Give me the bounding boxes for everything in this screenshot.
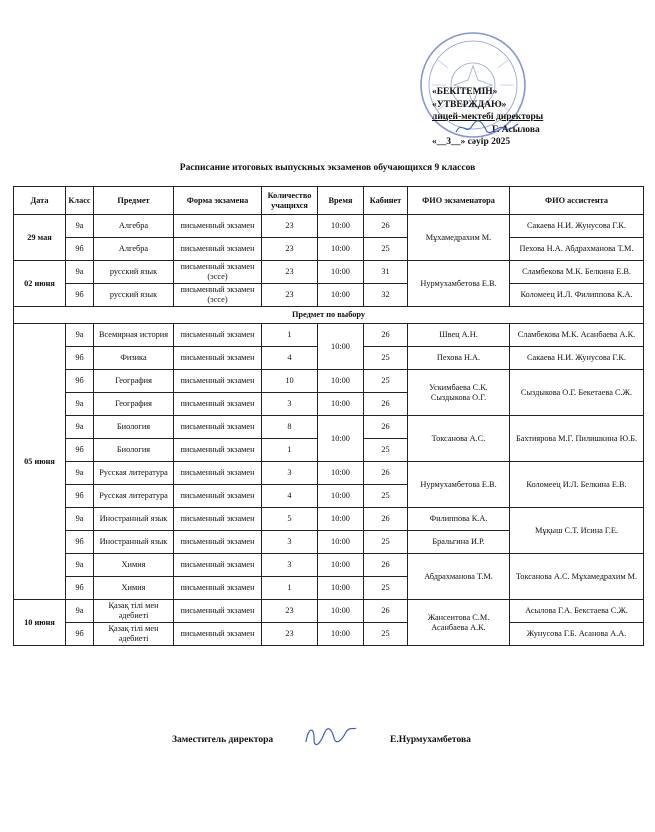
form-cell: письменный экзамен — [174, 393, 262, 416]
count-cell: 3 — [262, 462, 318, 485]
form-cell: письменный экзамен — [174, 485, 262, 508]
class-cell: 9а — [66, 416, 94, 439]
count-cell: 1 — [262, 324, 318, 347]
room-cell: 26 — [364, 600, 408, 623]
table-row — [14, 284, 644, 307]
count-cell: 23 — [262, 623, 318, 646]
examiner-cell: Ускимбаева С.К. Сыздыкова О.Г. — [408, 370, 510, 416]
examiner-cell: Нурмухамбетова Е.В. — [408, 462, 510, 508]
assistant-cell: Сакаева Н.И. Жунусова Г.К. — [510, 215, 644, 238]
approval-kz: «БЕКІТЕМІН» — [432, 87, 498, 97]
room-cell: 26 — [364, 215, 408, 238]
class-cell: 9б — [66, 284, 94, 307]
subject-cell: Всемирная история — [94, 324, 174, 347]
class-cell: 9б — [66, 238, 94, 261]
count-cell: 10 — [262, 370, 318, 393]
count-cell: 23 — [262, 215, 318, 238]
subject-cell: Русская литература — [94, 462, 174, 485]
form-cell: письменный экзамен — [174, 215, 262, 238]
room-cell: 25 — [364, 531, 408, 554]
room-cell: 25 — [364, 370, 408, 393]
room-cell: 26 — [364, 462, 408, 485]
deputy-signature — [300, 722, 360, 750]
subject-cell: Русская литература — [94, 485, 174, 508]
time-cell: 10:00 — [318, 485, 364, 508]
table-row — [14, 416, 644, 439]
subject-cell: Қазақ тілі мен әдебиеті — [94, 600, 174, 623]
footer-name: Е.Нурмухамбетова — [390, 735, 471, 745]
examiner-cell: Швец А.Н. — [408, 324, 510, 347]
examiner-cell: Мұхамедрахим М. — [408, 215, 510, 261]
time-cell: 10:00 — [318, 416, 364, 462]
subject-cell: Алгебра — [94, 238, 174, 261]
table-row — [14, 215, 644, 238]
form-cell: письменный экзамен — [174, 324, 262, 347]
examiner-cell: Абдрахманова Т.М. — [408, 554, 510, 600]
time-cell: 10:00 — [318, 462, 364, 485]
class-cell: 9а — [66, 261, 94, 284]
exam-schedule-table — [13, 186, 644, 646]
room-cell: 25 — [364, 485, 408, 508]
examiner-cell: Токсанова А.С. — [408, 416, 510, 462]
assistant-cell: Сламбекова М.К. Белкина Е.В. — [510, 261, 644, 284]
count-cell: 3 — [262, 531, 318, 554]
approval-date: «__3__» сәуір 2025 — [432, 137, 511, 147]
form-cell: письменный экзамен — [174, 623, 262, 646]
count-cell: 1 — [262, 577, 318, 600]
subject-cell: Биология — [94, 439, 174, 462]
class-cell: 9а — [66, 462, 94, 485]
assistant-cell: Сакаева Н.И. Жунусова Г.К. — [510, 347, 644, 370]
approval-ru: «УТВЕРЖДАЮ» — [432, 99, 507, 110]
subject-cell: русский язык — [94, 284, 174, 307]
footer-role: Заместитель директора — [172, 735, 274, 745]
approval-position: лицей-мектебі директоры — [432, 112, 544, 122]
assistant-cell: Асылова Г.А. Бекстаева С.Ж. — [510, 600, 644, 623]
time-cell: 10:00 — [318, 554, 364, 577]
subject-cell: Иностранный язык — [94, 531, 174, 554]
room-cell: 31 — [364, 261, 408, 284]
header-class: Класс — [66, 187, 94, 215]
table-row — [14, 462, 644, 485]
table-row — [14, 554, 644, 577]
subject-cell: русский язык — [94, 261, 174, 284]
class-cell: 9б — [66, 485, 94, 508]
subject-cell: Физика — [94, 347, 174, 370]
table-row — [14, 238, 644, 261]
time-cell: 10:00 — [318, 531, 364, 554]
count-cell: 23 — [262, 261, 318, 284]
count-cell: 23 — [262, 600, 318, 623]
table-row — [14, 623, 644, 646]
subject-cell: Қазақ тілі мен әдебиеті — [94, 623, 174, 646]
form-cell: письменный экзамен — [174, 439, 262, 462]
count-cell: 4 — [262, 347, 318, 370]
form-cell: письменный экзамен — [174, 238, 262, 261]
form-cell: письменный экзамен — [174, 577, 262, 600]
table-header-row — [14, 187, 644, 215]
class-cell: 9а — [66, 554, 94, 577]
class-cell: 9б — [66, 623, 94, 646]
assistant-cell: Жунусова Г.Б. Асанова А.А. — [510, 623, 644, 646]
count-cell: 3 — [262, 554, 318, 577]
class-cell: 9б — [66, 439, 94, 462]
subject-cell: Химия — [94, 554, 174, 577]
form-cell: письменный экзамен — [174, 416, 262, 439]
subject-cell: География — [94, 370, 174, 393]
assistant-cell: Коломеец И.Л. Филиппова К.А. — [510, 284, 644, 307]
room-cell: 26 — [364, 324, 408, 347]
header-examiner: ФИО экзаменатора — [408, 187, 510, 215]
form-cell: письменный экзамен — [174, 347, 262, 370]
time-cell: 10:00 — [318, 577, 364, 600]
class-cell: 9а — [66, 600, 94, 623]
room-cell: 25 — [364, 439, 408, 462]
count-cell: 1 — [262, 439, 318, 462]
assistant-cell: Мұқыш С.Т. Исина Г.Е. — [510, 508, 644, 554]
room-cell: 32 — [364, 284, 408, 307]
form-cell: письменный экзамен (эссе) — [174, 284, 262, 307]
table-row — [14, 600, 644, 623]
header-date: Дата — [14, 187, 66, 215]
subject-cell: Алгебра — [94, 215, 174, 238]
room-cell: 25 — [364, 238, 408, 261]
examiner-cell: Жансеитова С.М. Асанбаева А.К. — [408, 600, 510, 646]
examiner-cell: Бральгина И.Р. — [408, 531, 510, 554]
header-subject: Предмет — [94, 187, 174, 215]
time-cell: 10:00 — [318, 215, 364, 238]
time-cell: 10:00 — [318, 238, 364, 261]
date-cell: 10 июня — [14, 600, 66, 646]
form-cell: письменный экзамен (эссе) — [174, 261, 262, 284]
subject-cell: Биология — [94, 416, 174, 439]
approval-director-name: Г. Асылова — [492, 124, 540, 135]
class-cell: 9а — [66, 508, 94, 531]
date-cell: 02 июня — [14, 261, 66, 307]
time-cell: 10:00 — [318, 393, 364, 416]
class-cell: 9а — [66, 393, 94, 416]
time-cell: 10:00 — [318, 324, 364, 370]
assistant-cell: Пехова Н.А. Абдрахманова Т.М. — [510, 238, 644, 261]
assistant-cell: Токсанова А.С. Мұхамедрахим М. — [510, 554, 644, 600]
subject-cell: Иностранный язык — [94, 508, 174, 531]
header-time: Время — [318, 187, 364, 215]
director-signature — [452, 118, 522, 138]
room-cell: 25 — [364, 577, 408, 600]
count-cell: 23 — [262, 238, 318, 261]
count-cell: 3 — [262, 393, 318, 416]
count-cell: 4 — [262, 485, 318, 508]
assistant-cell: Сыздыкова О.Г. Бекетаева С.Ж. — [510, 370, 644, 416]
room-cell: 25 — [364, 347, 408, 370]
time-cell: 10:00 — [318, 600, 364, 623]
assistant-cell: Сламбекова М.К. Асанбаева А.К. — [510, 324, 644, 347]
class-cell: 9б — [66, 370, 94, 393]
count-cell: 23 — [262, 284, 318, 307]
class-cell: 9а — [66, 324, 94, 347]
table-row — [14, 508, 644, 531]
time-cell: 10:00 — [318, 623, 364, 646]
room-cell: 26 — [364, 554, 408, 577]
examiner-cell: Нурмухамбетова Е.В. — [408, 261, 510, 307]
table-row — [14, 324, 644, 347]
form-cell: письменный экзамен — [174, 554, 262, 577]
form-cell: письменный экзамен — [174, 370, 262, 393]
table-row — [14, 261, 644, 284]
time-cell: 10:00 — [318, 370, 364, 393]
examiner-cell: Филиппова К.А. — [408, 508, 510, 531]
room-cell: 26 — [364, 508, 408, 531]
class-cell: 9б — [66, 347, 94, 370]
subject-cell: Химия — [94, 577, 174, 600]
class-cell: 9б — [66, 577, 94, 600]
room-cell: 25 — [364, 623, 408, 646]
count-cell: 5 — [262, 508, 318, 531]
form-cell: письменный экзамен — [174, 531, 262, 554]
form-cell: письменный экзамен — [174, 462, 262, 485]
time-cell: 10:00 — [318, 508, 364, 531]
examiner-cell: Пехова Н.А. — [408, 347, 510, 370]
header-assistant: ФИО ассистента — [510, 187, 644, 215]
time-cell: 10:00 — [318, 284, 364, 307]
choice-section-label: Предмет по выбору — [14, 307, 644, 324]
subject-cell: География — [94, 393, 174, 416]
date-cell: 29 мая — [14, 215, 66, 261]
room-cell: 26 — [364, 393, 408, 416]
class-cell: 9б — [66, 531, 94, 554]
assistant-cell: Коломеец И.Л. Белкина Е.В. — [510, 462, 644, 508]
date-cell: 05 июня — [14, 324, 66, 600]
header-count: Количество учащихся — [262, 187, 318, 215]
table-row — [14, 370, 644, 393]
choice-section-row — [14, 307, 644, 324]
form-cell: письменный экзамен — [174, 508, 262, 531]
count-cell: 8 — [262, 416, 318, 439]
header-room: Кабинет — [364, 187, 408, 215]
time-cell: 10:00 — [318, 261, 364, 284]
assistant-cell: Бахтиярова М.Г. Пилишкина Ю.Б. — [510, 416, 644, 462]
class-cell: 9а — [66, 215, 94, 238]
header-form: Форма экзамена — [174, 187, 262, 215]
room-cell: 26 — [364, 416, 408, 439]
form-cell: письменный экзамен — [174, 600, 262, 623]
document-title: Расписание итоговых выпускных экзаменов обучающихся 9 классов — [179, 163, 476, 173]
